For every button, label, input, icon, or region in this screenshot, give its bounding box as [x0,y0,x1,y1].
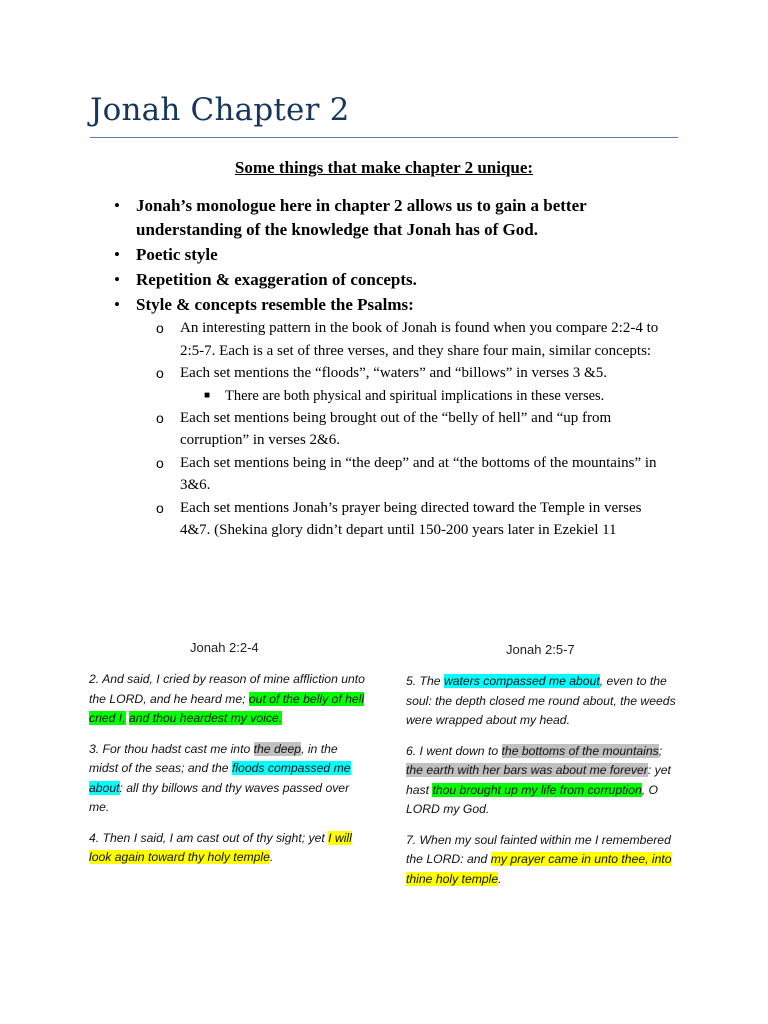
verse-text: , even to the soul: the depth closed me round about, the weeds were wrapped about my head. [406,674,676,727]
sub-list-item-text: Each set mentions being brought out of the “belly of hell” and “up from corruption” in verses 2&6. [180,409,612,448]
highlight-cyan: floods compassed me about [89,761,351,795]
highlight-cyan: waters compassed me about [443,674,600,688]
verse-text: . [498,871,502,886]
sub-list-item [156,452,662,497]
left-verse-column [89,670,365,879]
highlight-green: out of the belly of hell cried I, [89,691,365,725]
sub-list-item-text: Each set mentions Jonah’s prayer being directed toward the Temple in verses 4&7. (Shekina glory didn’t depart until 150-200 years later in Ezekiel 11 [180,499,642,538]
highlight-green: and thou heardest my voice. [128,711,283,725]
sub-bullet-list [156,317,662,542]
page-title: Jonah Chapter 2 [90,92,350,128]
verse-text: 4. Then I said, I am cast out of thy sight; yet [89,830,329,845]
title-divider [90,137,678,138]
list-item [112,194,682,242]
verse-text: : yet hast [406,763,671,797]
list-item-text: Poetic style [136,245,218,264]
sub-sub-list-item-text: There are both physical and spiritual implications in these verses. [225,387,605,404]
list-item-text: Jonah’s monologue here in chapter 2 allows us to gain a better understanding of the knowledge that Jonah has of God. [136,196,587,239]
bullet-icon: • [114,245,120,264]
sub-list-item [156,407,662,452]
main-bullet-list [112,194,682,543]
verse-text: : all thy billows and thy waves passed over me. [89,780,350,814]
circle-bullet-icon: o [156,365,164,381]
circle-bullet-icon: o [156,320,164,336]
section-heading: Some things that make chapter 2 unique: [234,158,534,177]
sub-list-item-text: Each set mentions the “floods”, “waters” and “billows” in verses 3 &5. [180,365,607,381]
sub-list-item-text: Each set mentions being in “the deep” and at “the bottoms of the mountains” in 3&6. [180,454,657,493]
highlight-gray: the earth with her bars was about me forever [406,763,648,777]
bullet-icon: • [114,196,120,215]
verse-text: . [269,850,274,864]
highlight-yellow: I will look again toward thy holy temple [89,830,352,864]
verse-text: ; [658,743,663,758]
verse-text: , in the midst of the seas; and the [89,741,338,775]
verse-text: , O LORD my God. [406,782,659,816]
list-item [112,293,682,542]
sub-sub-bullet-list [204,385,686,407]
right-column-heading: Jonah 2:5-7 [506,642,575,657]
list-item [112,268,682,292]
circle-bullet-icon: o [156,499,164,516]
circle-bullet-icon: o [156,454,164,471]
verse-7 [406,831,682,890]
verse-6 [406,742,682,820]
sub-list-item [156,362,662,407]
sub-list-item-text: An interesting pattern in the book of Jonah is found when you compare 2:2-4 to 2:5-7. Each is a set of three verses, and they share four main, similar concepts: [180,320,659,359]
sub-sub-list-item [204,385,686,407]
square-bullet-icon: ■ [204,389,211,401]
sub-list-item [156,497,662,542]
verse-5 [406,672,682,731]
list-item [112,243,682,267]
sub-list-item [156,317,662,362]
left-column-heading: Jonah 2:2-4 [190,640,259,655]
highlight-yellow: my prayer came in unto thee, into thine holy temple [406,852,672,886]
highlight-gray: the bottoms of the mountains [501,743,659,758]
highlight-green: thou brought up my life from corruption [432,782,642,797]
right-verse-column [406,672,682,900]
verse-text: 6. I went down to [406,743,502,758]
bullet-icon: • [114,270,120,289]
verse-text: 5. The [406,674,444,688]
verse-text: 2. And said, I cried by reason of mine affliction unto the LORD, and he heard me; [89,672,365,706]
verse-text: 7. When my soul fainted within me I remembered the LORD: and [406,832,671,866]
highlight-gray: the deep [253,741,302,756]
verse-text: 3. For thou hadst cast me into [89,741,254,756]
circle-bullet-icon: o [156,409,164,426]
bullet-icon: • [114,295,120,314]
list-item-text: Style & concepts resemble the Psalms: [136,295,414,314]
list-item-text: Repetition & exaggeration of concepts. [136,270,417,289]
verse-2 [89,670,365,729]
verse-3 [89,740,365,818]
verse-4 [89,829,365,868]
